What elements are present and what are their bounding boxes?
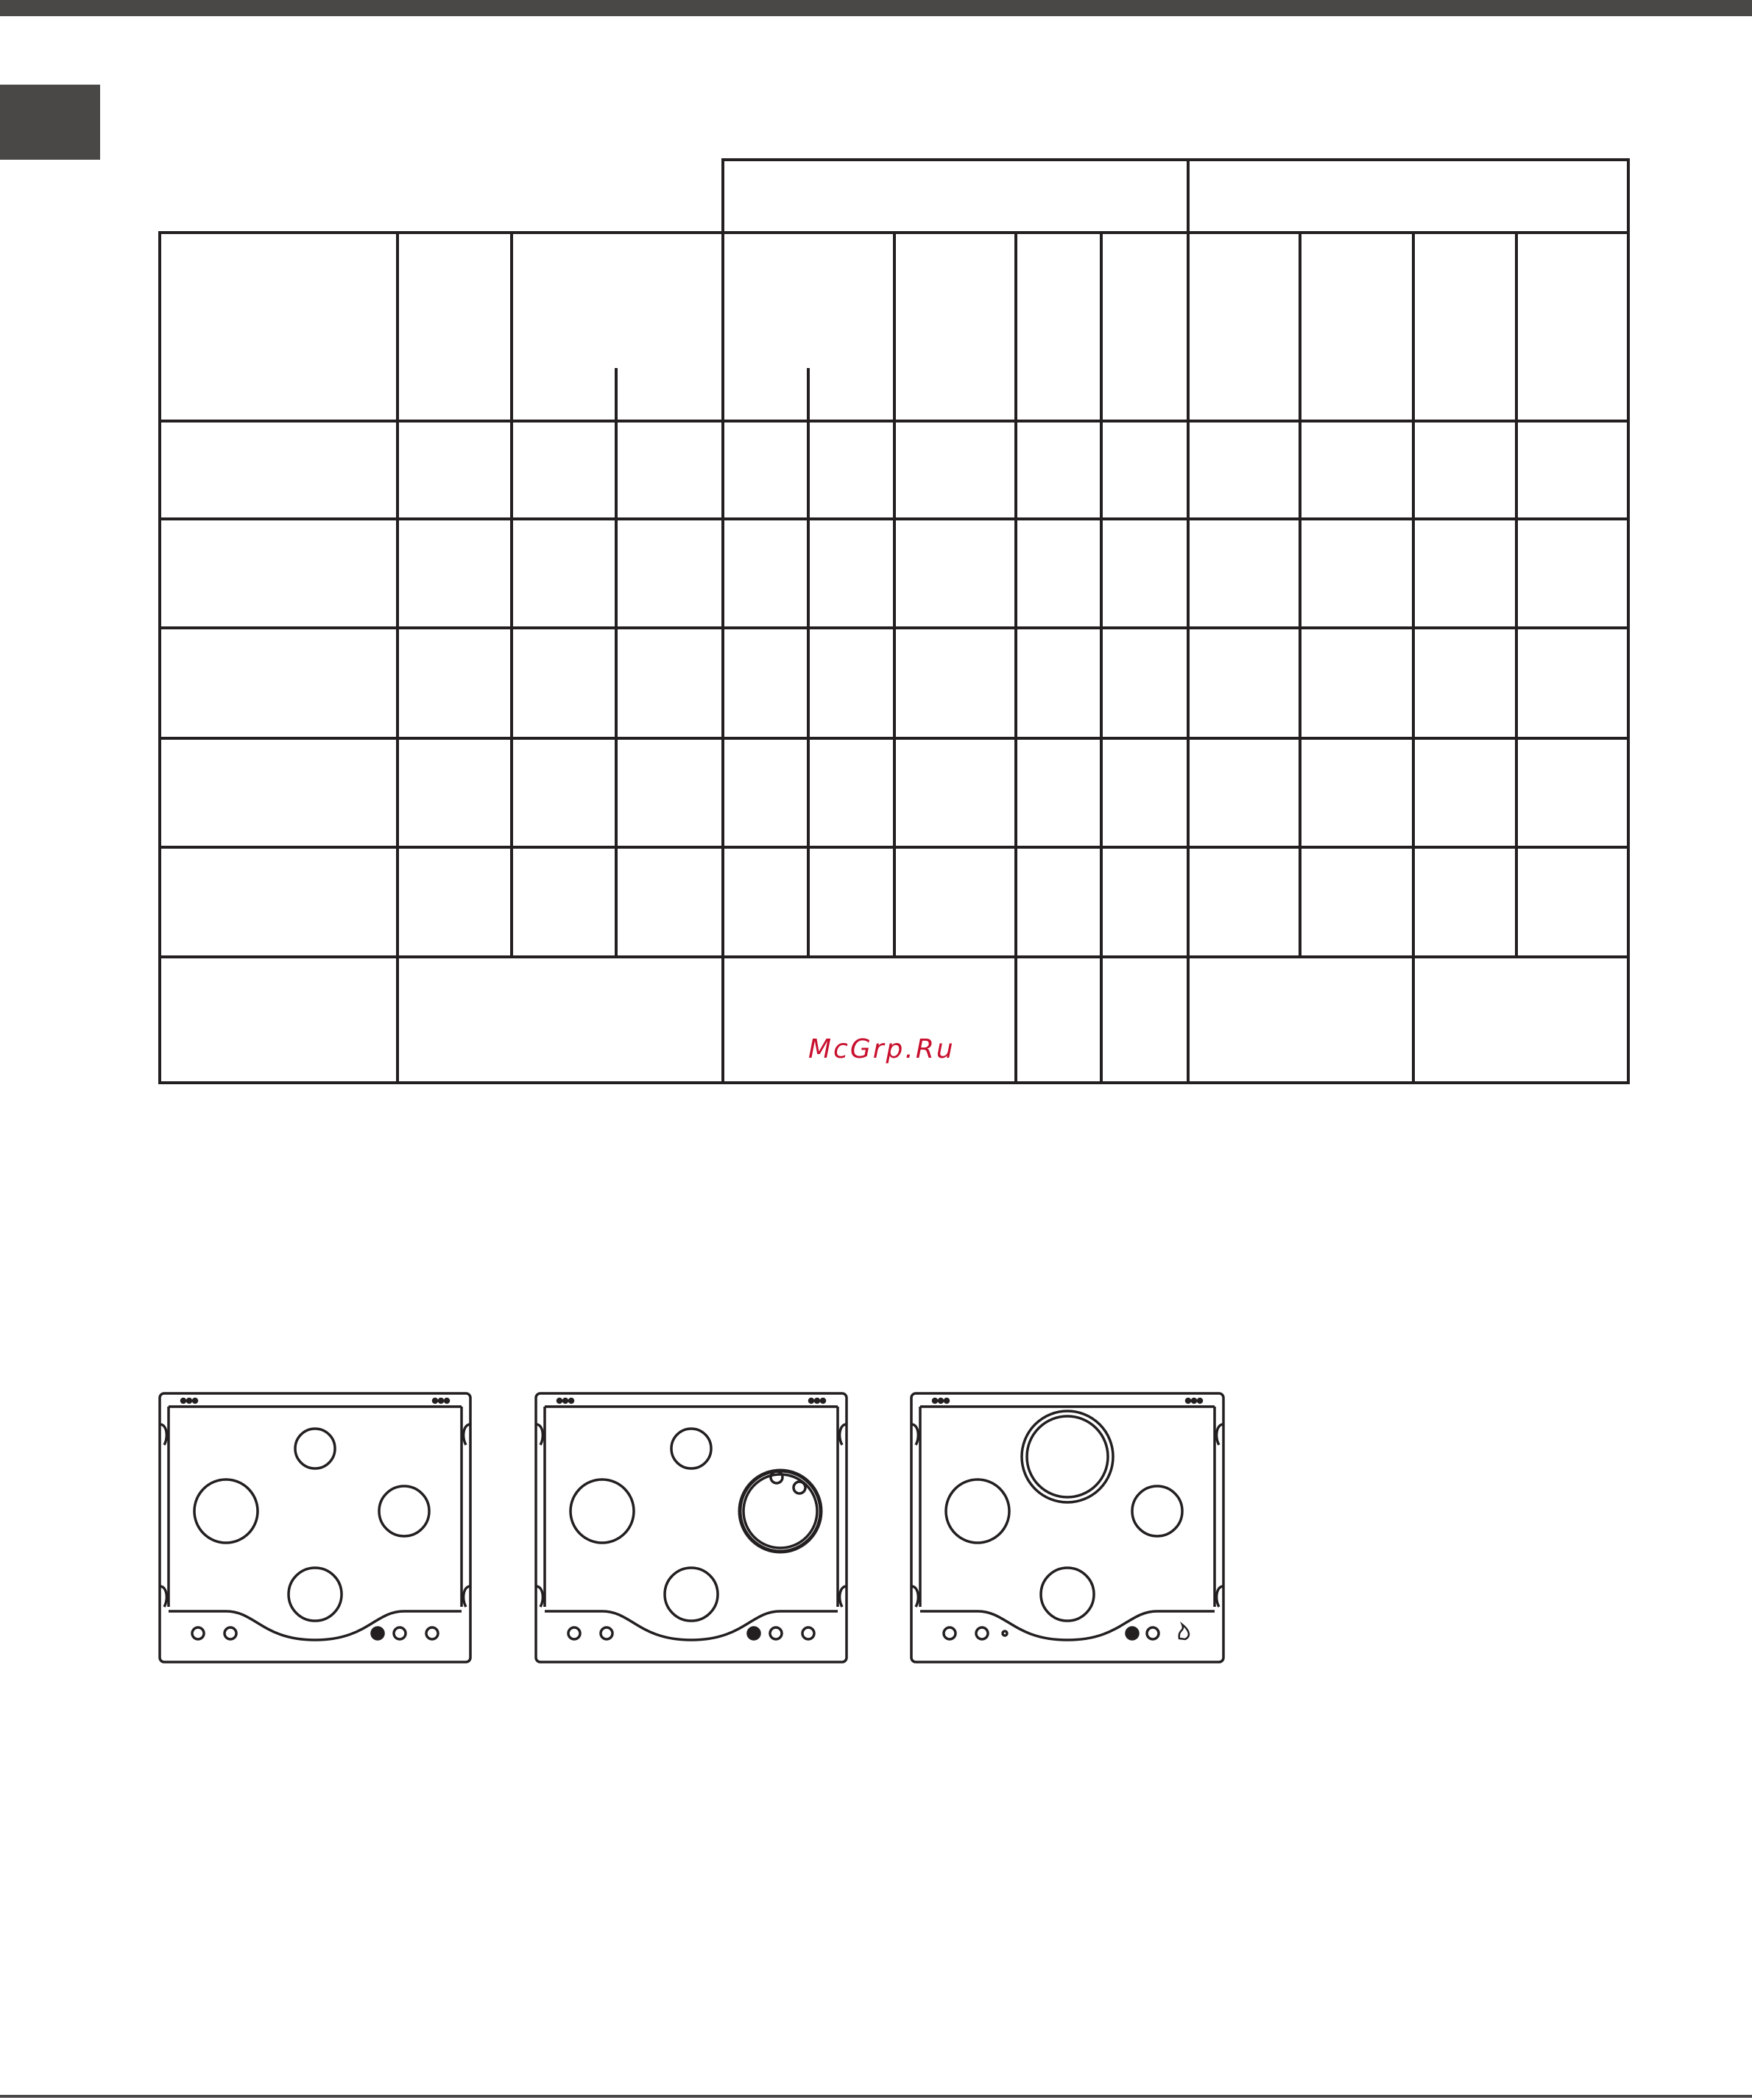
watermark-text: McGrp.Ru — [808, 1034, 956, 1064]
four-burner-hob-with-triple-ring-icon — [911, 1393, 1223, 1662]
four-burner-hob-with-wok-burner-icon — [536, 1393, 847, 1662]
footer-rule — [0, 2095, 1752, 2098]
four-burner-hob-icon — [160, 1393, 470, 1662]
